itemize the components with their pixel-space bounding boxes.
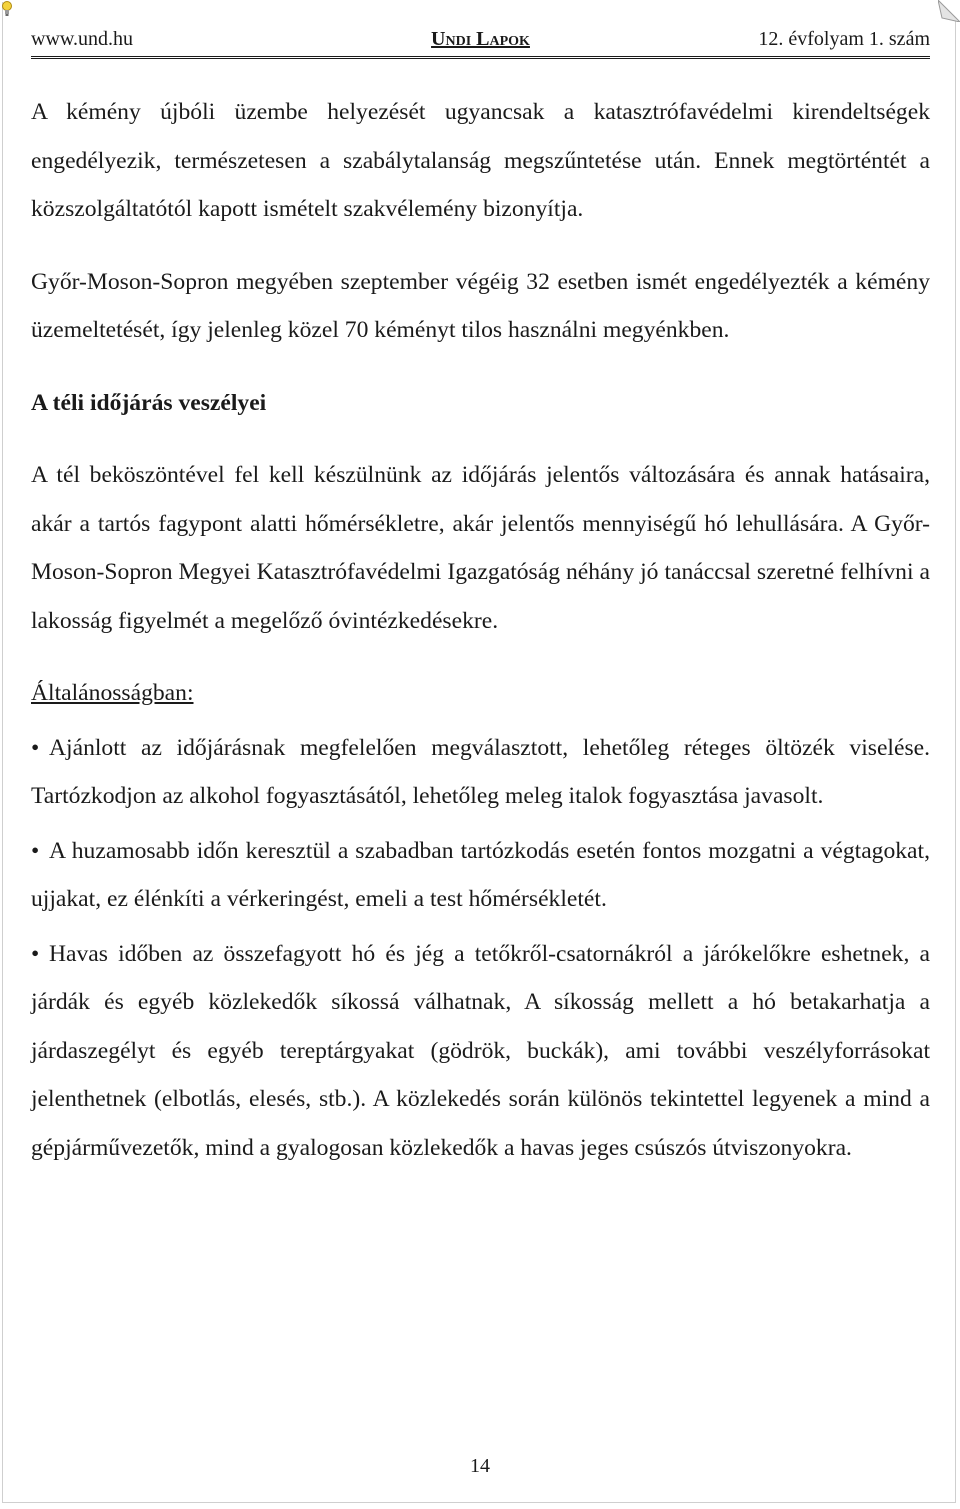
bullet-symbol: •	[31, 837, 40, 864]
subheading-general: Általánosságban:	[31, 680, 194, 706]
page-curl-icon	[938, 0, 960, 22]
page-number: 14	[470, 1455, 490, 1477]
bullet-text: Ajánlott az időjárásnak megfelelően megválasztott, lehetőleg réteges öltözék viselése. Tartózkodjon az alkohol fogyasztásától, lehetőleg meleg italok fogyasztása javasolt.	[31, 734, 930, 809]
bullet-symbol: •	[31, 734, 40, 761]
bullet-text: A huzamosabb időn keresztül a szabadban tartózkodás esetén fontos mozgatni a végtagokat, ujjakat, ez élénkíti a vérkeringést, emeli a test hőmérsékletét.	[31, 837, 930, 912]
header-issue: 12. évfolyam 1. szám	[758, 28, 930, 50]
list-item	[31, 930, 930, 1173]
lightbulb-icon	[0, 0, 14, 18]
paragraph-winter-intro: A tél beköszöntével fel kell készülnünk az időjárás jelentős változására és annak hatásaira, akár a tartós fagypont alatti hőmérsékletre, akár jelentős mennyiségű hó lehullására. A Győr-Moson-Sopron Megyei Katasztrófavédelmi Igazgatóság néhány jó tanáccsal szeretné felhívni a lakosság figyelmét a megelőző óvintézkedésekre.	[31, 462, 930, 634]
page-header	[31, 26, 930, 59]
paragraph-chimney-reuse: A kémény újbóli üzembe helyezését ugyancsak a katasztrófavédelmi kirendeltségek engedélyezik, természetesen a szabálytalanság megszűntetése után. Ennek megtörténtét a közszolgáltatótól kapott ismételt szakvélemény bizonyítja.	[31, 99, 930, 222]
bullet-text: Havas időben az összefagyott hó és jég a tetőkről-csatornákról a járókelőkre eshetnek, a járdák és egyéb közlekedők síkossá válhatnak, A síkosság mellett a hó betakarhatja a járdaszegélyt és egyéb tereptárgyakat (gödrök, buckák), ami további veszélyforrásokat jelenthetnek (elbotlás, elesés, stb.). A közlekedés során különös tekintettel legyenek a mind a gépjárművezetők, mind a gyalogosan közlekedők a havas jeges csúszós útviszonyokra.	[31, 940, 930, 1161]
paragraph-county-statistics: Győr-Moson-Sopron megyében szeptember végéig 32 esetben ismét engedélyezték a kémény üzemeltetését, így jelenleg közel 70 kéményt tilos használni megyénkben.	[31, 268, 930, 343]
bullet-symbol: •	[31, 940, 40, 967]
header-website: www.und.hu	[31, 28, 134, 50]
list-item	[31, 827, 930, 924]
section-heading: A téli időjárás veszélyei	[31, 389, 267, 416]
header-publication-title: Undi Lapok	[431, 28, 530, 50]
article-body	[31, 88, 930, 1172]
list-item	[31, 724, 930, 821]
